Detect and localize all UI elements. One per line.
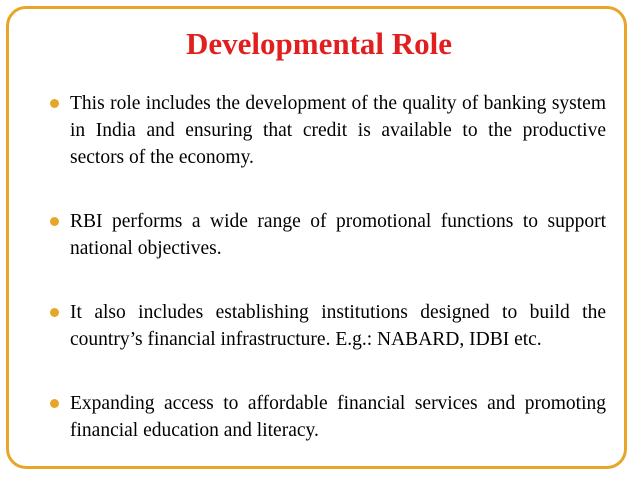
bullet-dot-icon [50, 99, 59, 108]
bullet-text: RBI performs a wide range of promotional functions to support national objectives. [70, 211, 606, 259]
bullet-dot-icon [50, 217, 59, 226]
bullet-item [50, 208, 606, 262]
slide-title: Developmental Role [185, 26, 453, 61]
bullet-dot-icon [50, 399, 59, 408]
bullet-item [50, 390, 606, 444]
bullet-dot-icon [50, 308, 59, 317]
bullet-text: It also includes establishing institutions designed to build the country’s financial infrastructure. E.g.: NABARD, IDBI etc. [70, 302, 606, 350]
bullet-text: Expanding access to affordable financial services and promoting financial education and literacy. [70, 393, 606, 441]
bullet-item [50, 90, 606, 171]
bullet-text: This role includes the development of the quality of banking system in India and ensuring that credit is available to the productive sectors of the economy. [70, 93, 606, 168]
bullet-item [50, 299, 606, 353]
bullet-list [50, 90, 606, 479]
